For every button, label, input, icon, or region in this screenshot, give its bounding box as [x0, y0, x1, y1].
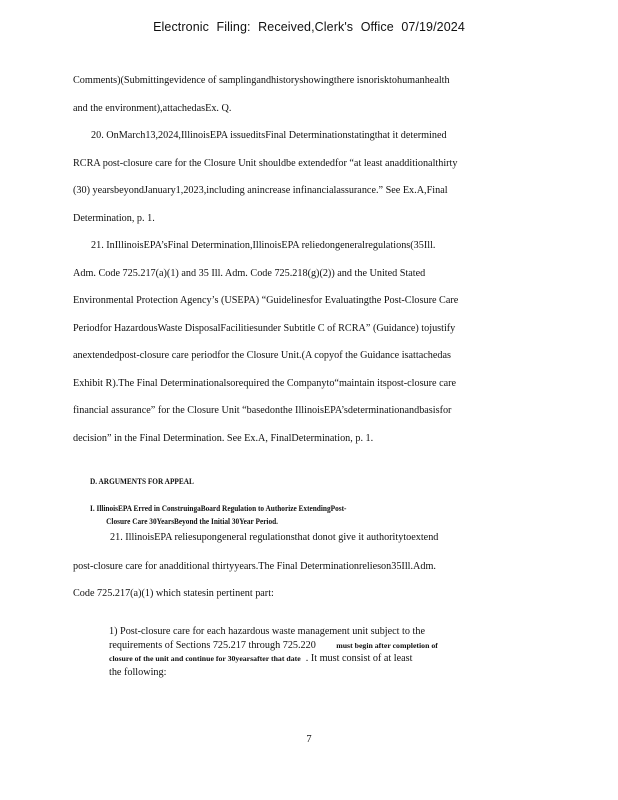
quote-line: 1) Post-closure care for each hazardous waste management unit subject to the	[109, 626, 425, 637]
text-line: and the environment),attachedasEx. Q.	[73, 102, 232, 114]
text-line: RCRA post-closure care for the Closure Unit shouldbe extendedfor “at least anadditionalthirty	[73, 157, 458, 169]
text-line: decision” in the Final Determination. See Ex.A, FinalDetermination, p. 1.	[73, 432, 374, 444]
quote-text: . It must consist of at least	[305, 653, 413, 664]
text-line: 20. OnMarch13,2024,IllinoisEPA issueditsFinal Determinationstatingthat it determined	[91, 130, 447, 141]
text-line: Comments)(Submittingevidence of samplingandhistoryshowingthere isnorisktohumanhealth	[73, 75, 450, 86]
page-number: 7	[306, 734, 312, 745]
paragraph-continuation	[73, 67, 533, 452]
text-line: Code 725.217(a)(1) which statesin pertinent part:	[73, 588, 274, 599]
text-line: Periodfor HazardousWaste DisposalFacilitiesunder Subtitle C of RCRA” (Guidance) tojustify	[73, 322, 456, 334]
text-line: 21. InIllinoisEPA’sFinal Determination,IllinoisEPA reliedongeneralregulations(35Ill.	[91, 240, 436, 251]
text-line: Adm. Code 725.217(a)(1) and 35 Ill. Adm. Code 725.218(g)(2)) and the United Stated	[73, 267, 426, 279]
text-line: financial assurance” for the Closure Unit “basedonthe IllinoisEPA’sdeterminationandbasisfor	[73, 405, 452, 416]
text-line: (30) yearsbeyondJanuary1,2023,including anincrease infinancialassurance.” See Ex.A,Final	[73, 185, 448, 196]
quote-line	[109, 639, 539, 653]
quote-line	[109, 652, 539, 666]
filing-stamp-header: Electronic Filing: Received,Clerk's Office 07/19/2024	[153, 20, 465, 34]
heading-line: Closure Care 30YearsBeyond the Initial 30Year Period.	[106, 516, 279, 526]
quote-text: closure of the unit and continue for 30yearsafter that date	[109, 654, 301, 663]
block-quote	[109, 625, 539, 679]
quote-text: must begin after completion of	[336, 640, 438, 650]
text-line: post-closure care for anadditional thirtyyears.The Final Determinationrelieson35Ill.Adm.	[73, 561, 436, 572]
heading-line: I. IllinoisEPA Erred in ConstruingaBoard Regulation to Authorize ExtendingPost-	[90, 503, 347, 513]
quote-text: requirements of Sections 725.217 through 725.220	[109, 639, 316, 651]
section-heading-arguments: D. ARGUMENTS FOR APPEAL	[90, 476, 194, 486]
text-line: Exhibit R).The Final Determinationalsorequired the Companyto“maintain itspost-closure care	[73, 377, 457, 389]
text-line: Determination, p. 1.	[73, 212, 155, 224]
text-line: anextendedpost-closure care periodfor the Closure Unit.(A copyof the Guidance isattachedas	[73, 350, 451, 361]
section-heading-argument-one	[90, 502, 346, 528]
quote-line: the following:	[109, 666, 167, 678]
text-line: 21. IllinoisEPA reliesupongeneral regulationsthat donot give it authoritytoextend	[110, 532, 439, 543]
text-line: Environmental Protection Agency’s (USEPA) “Guidelinesfor Evaluatingthe Post-Closure Care	[73, 295, 459, 306]
